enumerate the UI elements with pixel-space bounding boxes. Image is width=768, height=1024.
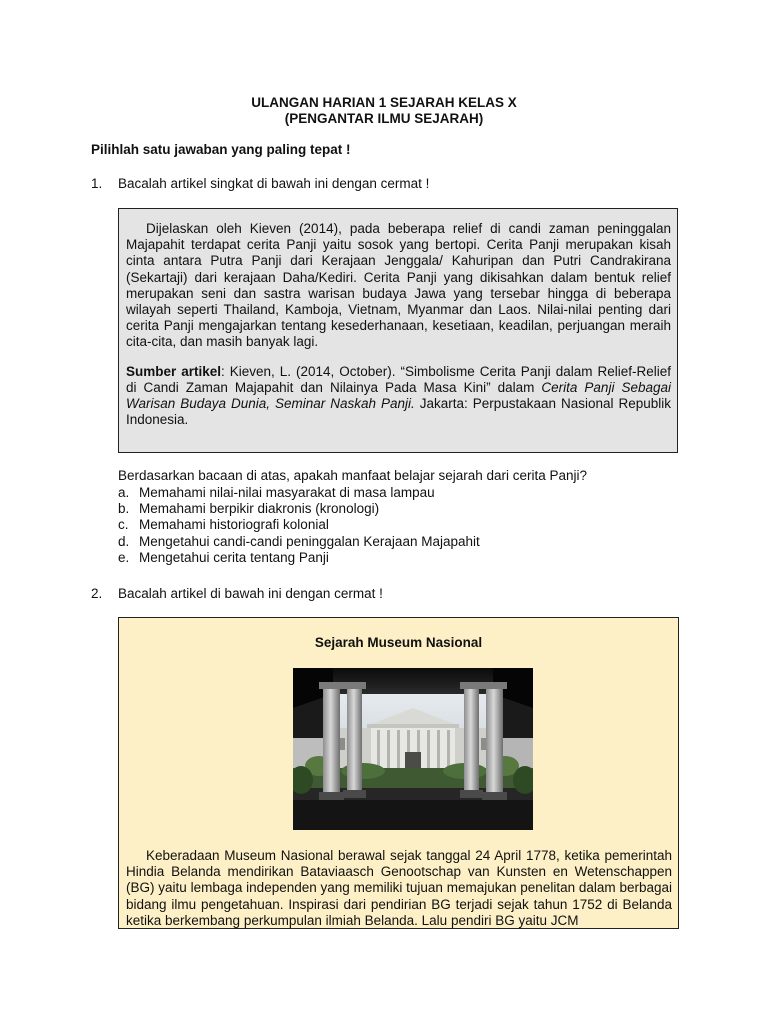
article-2-text [126,848,672,929]
question-1-prompt [91,176,429,191]
article-2-title: Sejarah Museum Nasional [314,635,483,650]
option-letter: c. [118,517,129,533]
article-1-text: Dijelaskan oleh Kieven (2014), pada beberapa relief di candi zaman peninggalan Majapahit terdapat cerita Panji yaitu sosok yang bertopi. Cerita Panji merupakan kisah cinta antara Putra Panji dari Kerajaan Jenggala/ Kahuripan dan Putri Candrakirana (Sekartaji) dari kerajaan Daha/Kediri. Cerita Panji yang dikisahkan dalam bentuk relief merupakan seni dan sastra warisan budaya Jawa yang tersebar hingga di beberapa wilayah seperti Thailand, Kamboja, Vietnam, Myanmar dan Laos. Nilai-nilai penting dari cerita Panji mengajarkan tentang kesederhanaan, kesetiaan, keadilan, perjuangan meraih cita-cita, dan masih banyak lagi. [126,221,671,350]
option-text: Memahami berpikir diakronis (kronologi) [139,500,380,516]
question-1-prompt-text: Bacalah artikel singkat di bawah ini dengan cermat ! [118,176,430,191]
option-letter: e. [118,550,130,566]
page-title-line2: (PENGANTAR ILMU SEJARAH) [284,111,484,126]
option-text: Mengetahui cerita tentang Panji [139,550,329,566]
question-1-options [118,485,678,567]
option-b[interactable] [118,501,678,517]
option-text: Memahami historiografi kolonial [139,517,329,533]
option-letter: b. [118,500,130,516]
source-label: Sumber artikel [126,363,222,379]
question-2-prompt-text: Bacalah artikel di bawah ini dengan cermat ! [118,586,383,601]
article-box-1 [118,208,678,453]
option-letter: a. [118,484,130,500]
instruction-text: Pilihlah satu jawaban yang paling tepat ! [91,142,351,157]
source-italic: Cerita Panji Sebagai Warisan Budaya Dunia, Seminar Naskah Panji. [126,379,672,412]
option-d[interactable] [118,534,678,550]
option-c[interactable] [118,517,678,533]
question-2-number: 2. [91,586,103,601]
source-text-1: : Kieven, L. (2014, October). “Simbolisme Cerita Panji dalam Relief-Relief di Candi Zaman Majapahit dan Nilainya Pada Masa Kini” dalam [126,363,671,395]
option-text: Mengetahui candi-candi peninggalan Kerajaan Majapahit [139,533,480,549]
article-1-paragraph [126,221,671,351]
source-text-2: Jakarta: Perpustakaan Nasional Republik Indonesia. [126,396,671,428]
article-2-body: Keberadaan Museum Nasional berawal sejak tanggal 24 April 1778, ketika pemerintah Hindia Belanda mendirikan Bataviaasch Genootschap van Kunsten en Wetenschappen (BG) yaitu lembaga independen yang memiliki tujuan memajukan penelitan dalam berbagai bidang ilmu pengetahuan. Inspirasi dari pendirian BG terjadi sejak tahun 1752 di Belanda ketika berkembang perkumpulan ilmiah Belanda. Lalu pendiri BG yaitu JCM [126,848,672,928]
option-text: Memahami nilai-nilai masyarakat di masa lampau [139,484,435,500]
question-1-number: 1. [91,176,103,191]
question-1-text: Berdasarkan bacaan di atas, apakah manfaat belajar sejarah dari cerita Panji? [118,468,588,483]
option-e[interactable] [118,550,678,566]
question-2-prompt [91,586,383,601]
article-1-source [126,364,671,429]
page-title-line1: ULANGAN HARIAN 1 SEJARAH KELAS X [251,95,517,110]
question-1-block [118,468,678,567]
option-a[interactable] [118,485,678,501]
article-box-2 [118,617,679,929]
option-letter: d. [118,533,130,549]
museum-photo [293,668,533,830]
